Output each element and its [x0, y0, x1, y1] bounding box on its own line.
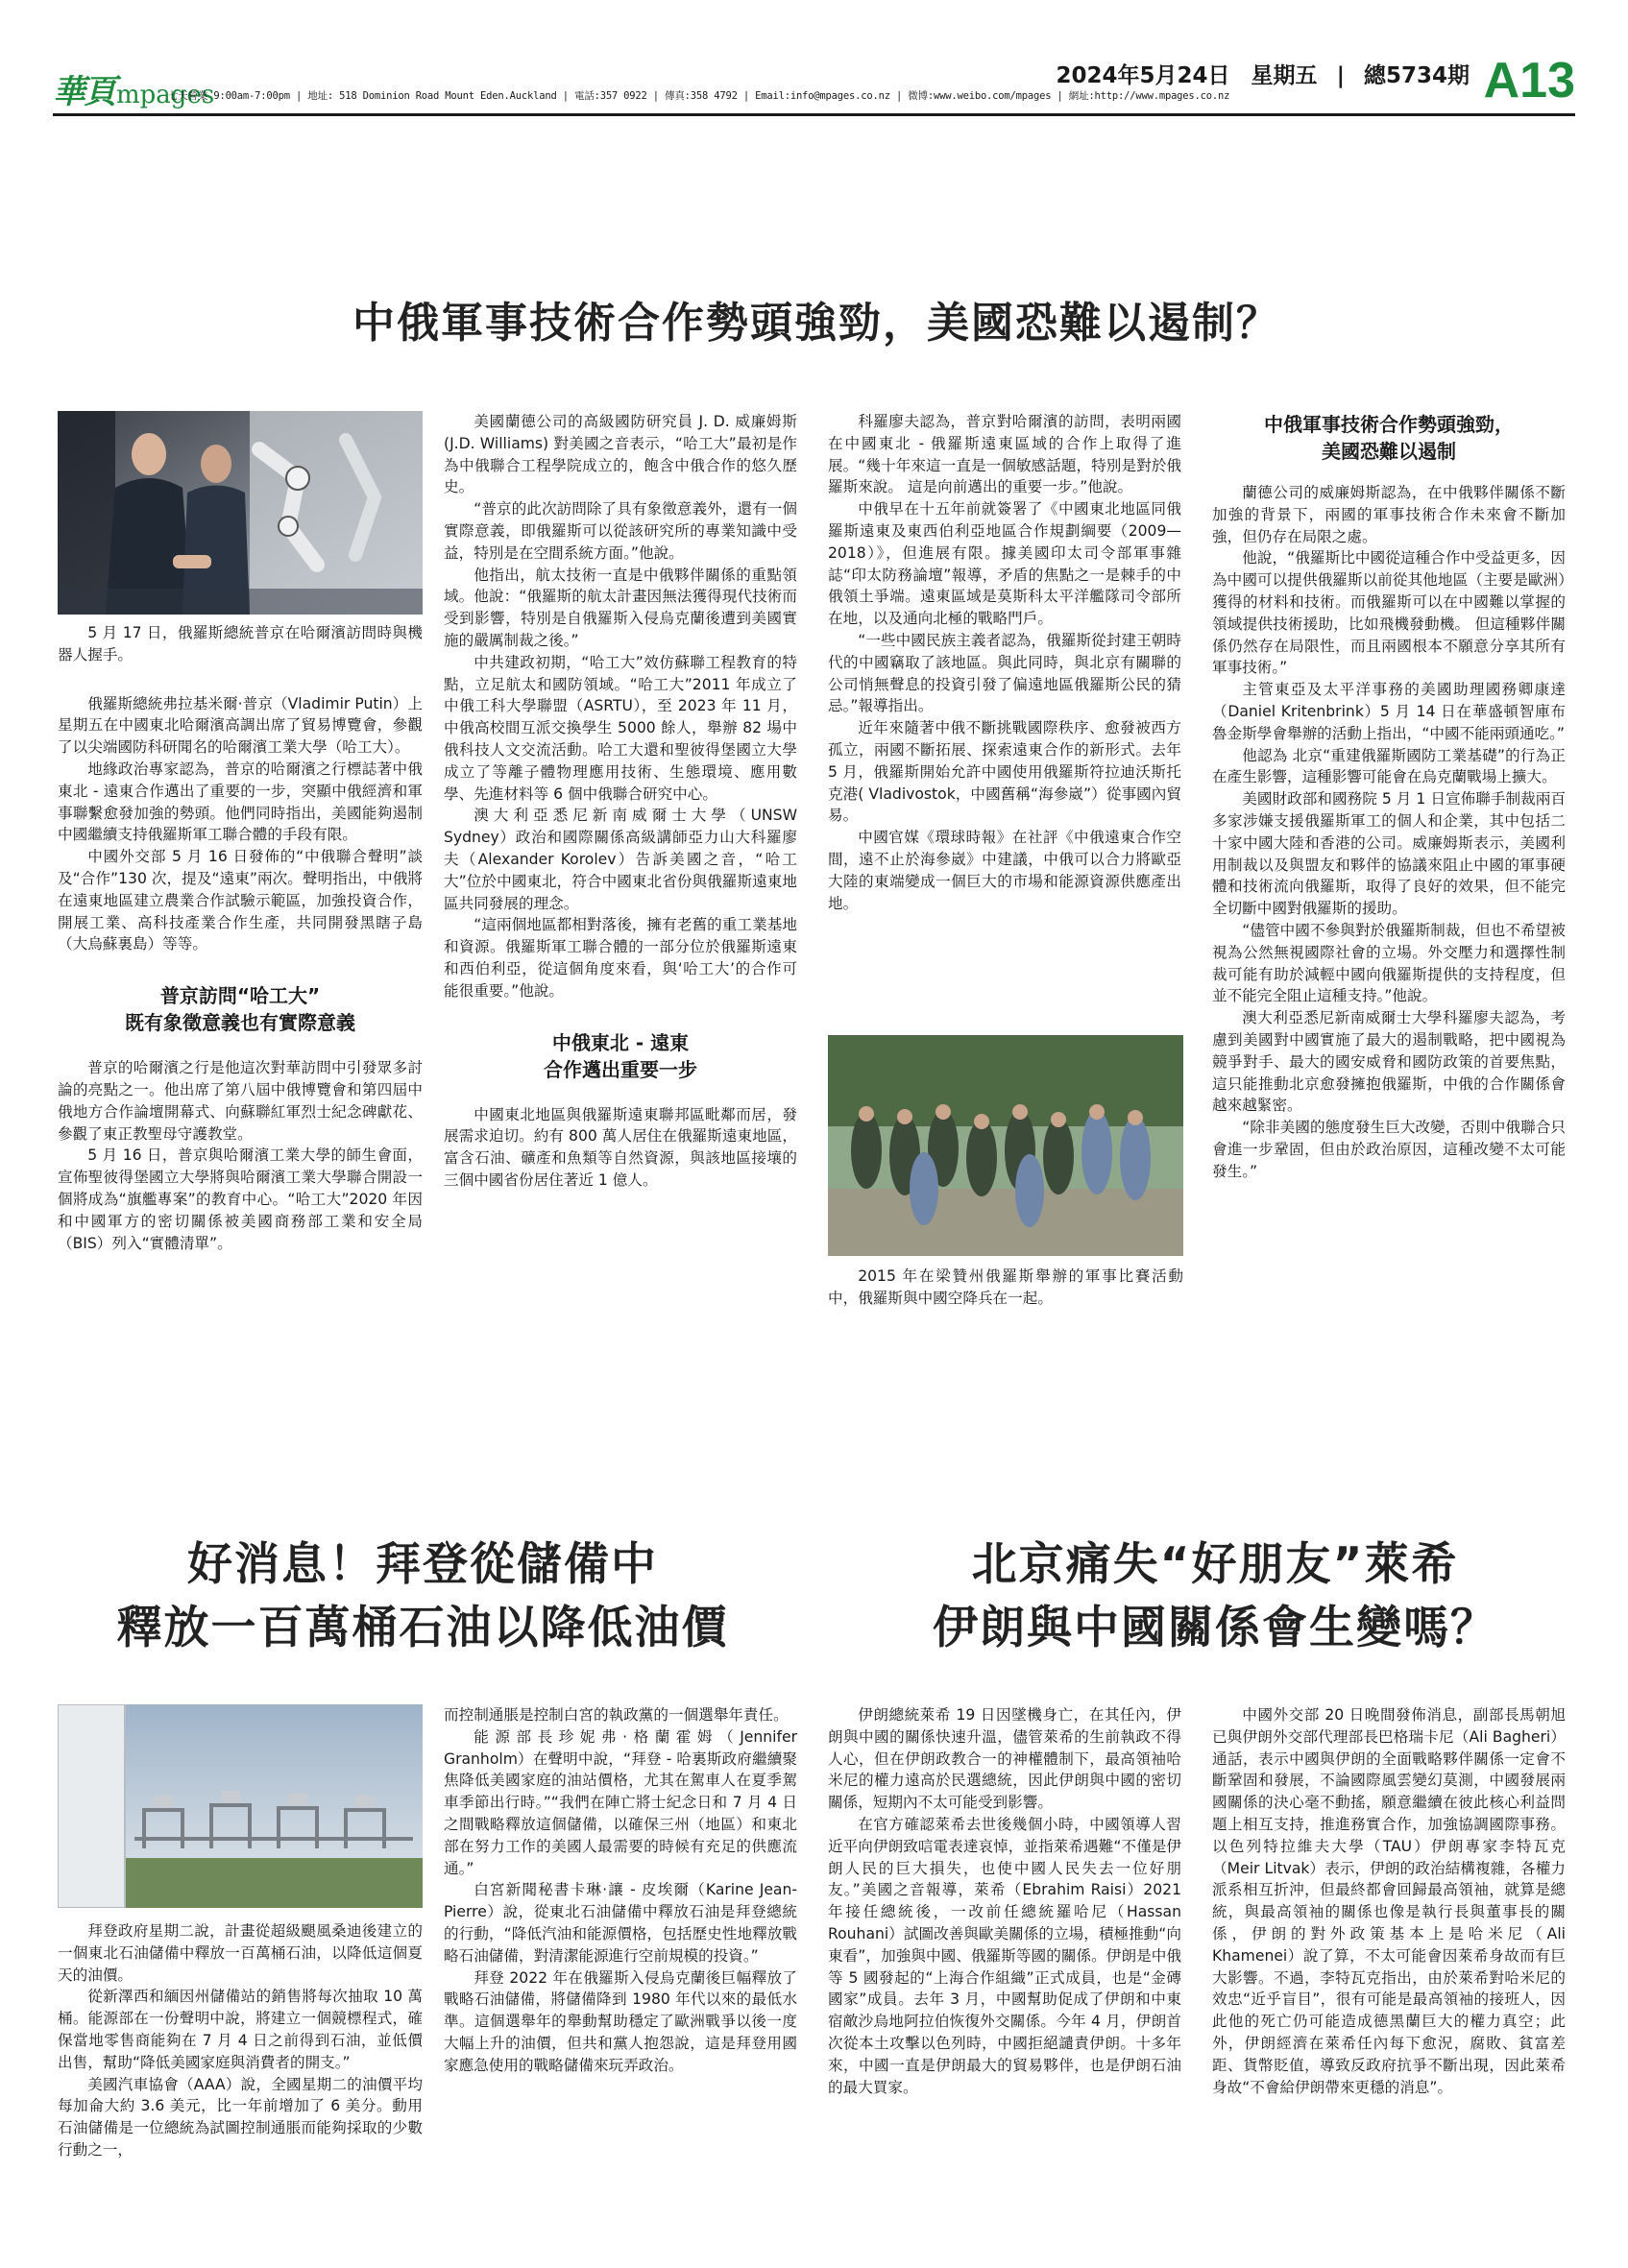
oil-reserve-photo [58, 1704, 423, 1908]
article2-headline: 好消息！拜登從儲備中 釋放一百萬桶石油以降低油價 [116, 1538, 729, 1654]
logo-chinese: 華頁 [53, 73, 114, 111]
paragraph: 伊朗總統萊希 19 日因墜機身亡，在其任內，伊朗與中國的關係快速升溫，儘管萊希的生前執政不得人心，但在伊朗政教合一的神權體制下，最高領袖哈米尼的權力遠高於民選總統，因此伊朗與中國的密切關係，短期內不太可能受到影響。 [828, 1706, 1181, 1812]
subheading-northeast-fareast: 中俄東北 - 遠東 合作邁出重要一步 [544, 1030, 697, 1081]
putin-robot-photo [58, 411, 423, 615]
paragraph: 美國汽車協會（AAA）說，全國星期二的油價平均每加侖大約 3.6 美元，比一年前增加了 6 美分。動用石油儲備是一位總統為試圖控制通脹而能夠採取的少數行動之一， [58, 2075, 423, 2159]
page-header [53, 53, 1575, 116]
issue-number: 總5734期 [1363, 63, 1470, 88]
logo-english: mpages [116, 81, 215, 109]
paragraph: 澳大利亞悉尼新南威爾士大學（UNSW Sydney）政治和國際關係高級講師亞力山大科羅廖夫（Alexander Korolev）告訴美國之音，“哈工大”位於中國東北，符合中國東北省份與俄羅斯遠東地區共同發展的理念。 [444, 807, 797, 912]
paragraph: 在官方確認萊希去世後幾個小時，中國領導人習近平向伊朗致唁電表達哀悼，並指萊希遇難“不僅是伊朗人民的巨大損失，也使中國人民失去一位好朋友。”美國之音報導，萊希（Ebrahim Raisi）2021 年接任總統後，一改前任總統羅哈尼（Hassan Rouhani）試圖改善與歐美關係的立場，積極推動“向東看”，加強與中國、俄羅斯等國的關係。伊朗是中俄等 5 國發起的“上海合作組織”正式成員，也是“金磚國家”成員。去年 3 月，中國幫助促成了伊朗和中東宿敵沙烏地阿拉伯恢復外交關係。今年 4 月，伊朗首次從本土攻擊以色列時，中國拒絕譴責伊朗。十多年來，中國一直是伊朗最大的貿易夥伴，也是伊朗石油的最大買家。 [828, 1815, 1181, 2096]
paragraph: 從新澤西和緬因州儲備站的銷售將每次抽取 10 萬桶。能源部在一份聲明中說，將建立一個競標程式，確保當地零售商能夠在 7 月 4 日之前得到石油，並低價出售，幫助“降低美國家庭與消費者的開支。” [58, 1988, 423, 2071]
paragraph: 而控制通脹是控制白宮的執政黨的一個選舉年責任。 [444, 1706, 789, 1724]
paratroopers-photo [828, 1035, 1183, 1256]
paragraph: 中共建政初期，“哈工大”效仿蘇聯工程教育的特點，立足航太和國防領域。“哈工大”2011 年成立了中俄工科大學聯盟（ASRTU），至 2023 年 11 月，中俄高校間互派交換學生 5000 餘人，舉辦 82 場中俄科技人文交流活動。哈工大還和聖彼得堡國立大學成立了等離子體物理應用技術、生態環境、應用數學、先進材料等 6 個中俄聯合研究中心。 [444, 653, 797, 803]
paragraph: 5 月 16 日，普京與哈爾濱工業大學的師生會面，宣佈聖彼得堡國立大學將與哈爾濱工業大學聯合開設一個將成為“旗艦專案”的教育中心。“哈工大”2020 年因和中國軍方的密切關係被美國商務部工業和安全局（BIS）列入“實體清單”。 [58, 1146, 423, 1252]
issue-weekday: 星期五 [1251, 63, 1318, 88]
article2-column-2 [444, 1704, 797, 2077]
paragraph: 科羅廖夫認為，普京對哈爾濱的訪問，表明兩國在中國東北 - 俄羅斯遠東區域的合作上取得了進展。“幾十年來這一直是一個敏感話題，特別是對於俄羅斯來說。 這是向前邁出的重要一步。”他說。 [828, 413, 1181, 496]
article3-headline: 北京痛失“好朋友”萊希 伊朗與中國關係會生變嗎？ [933, 1538, 1497, 1654]
paragraph: 中國東北地區與俄羅斯遠東聯邦區毗鄰而居，發展需求迫切。約有 800 萬人居住在俄羅斯遠東地區，富含石油、礦產和魚類等自然資源，與該地區接壤的三個中國省份居住著近 1 億人。 [444, 1105, 797, 1189]
page-number: A13 [1483, 53, 1575, 109]
paragraph: 他指出，航太技術一直是中俄夥伴關係的重點領域。他說：“俄羅斯的航太計畫因無法獲得現代技術而受到影響，特別是自俄羅斯入侵烏克蘭後遭到美國實施的嚴厲制裁之後。” [444, 566, 797, 649]
subheading-mil-tech: 中俄軍事技術合作勢頭強勁， 美國恐難以遏制 [1264, 413, 1514, 463]
article3-column-2 [1212, 1704, 1566, 2098]
article1-column-1 [58, 622, 423, 1254]
paragraph: 拜登 2022 年在俄羅斯入侵烏克蘭後巨幅釋放了戰略石油儲備，將儲備降到 1980 年代以來的最低水準。這個選舉年的舉動幫助穩定了歐洲戰爭以後一度大幅上升的油價，但共和黨人抱怨說，這是拜登用國家應急使用的戰略儲備來玩弄政治。 [444, 1968, 797, 2074]
photo2-caption: 2015 年在梁贊州俄羅斯舉辦的軍事比賽活動中，俄羅斯與中國空降兵在一起。 [828, 1267, 1183, 1307]
paragraph: 近年來隨著中俄不斷挑戰國際秩序、愈發被西方孤立，兩國不斷拓展、探索遠東合作的新形式。去年 5 月，俄羅斯開始允許中國使用俄羅斯符拉迪沃斯托克港( Vladivostok，中國舊稱“海參崴”）從事國內貿易。 [828, 719, 1181, 825]
issue-date-line: 2024年5月24日 星期五 | 總5734期 [1056, 63, 1470, 88]
photo2-caption-block [828, 1266, 1183, 1310]
paragraph: “一些中國民族主義者認為，俄羅斯從封建王朝時代的中國竊取了該地區。與此同時，與北京有關聯的公司悄無聲息的投資引發了偏遠地區俄羅斯公民的猜忌。”報導指出。 [828, 631, 1181, 715]
paragraph: 主管東亞及太平洋事務的美國助理國務卿康達（Daniel Kritenbrink）5 月 14 日在華盛頓智庫布魯金斯學會舉辦的活動上指出，“中國不能兩頭通吃。” [1212, 681, 1566, 742]
paragraph: 能源部長珍妮弗·格蘭霍姆（Jennifer Granholm）在聲明中說，“拜登 - 哈裏斯政府繼續聚焦降低美國家庭的油站價格，尤其在駕車人在夏季駕車季節出行時。”“我們在陣亡將士紀念日和 7 月 4 日之間戰略釋放這個儲備，以確保三州（地區）和東北部在努力工作的美國人最需要的時候有充足的供應流通。” [444, 1727, 797, 1877]
paragraph: 中俄早在十五年前就簽署了《中國東北地區同俄羅斯遠東及東西伯利亞地區合作規劃綱要（2009—2018）》，但進展有限。據美國印太司令部軍事雜誌“印太防務論壇”報導，矛盾的焦點之一是棘手的中俄領土爭端。遠東區域是莫斯科太平洋艦隊司令部所在地，以及通向北極的戰略門戶。 [828, 500, 1181, 628]
issue-date: 2024年5月24日 [1056, 63, 1230, 88]
paragraph: 他認為 北京“重建俄羅斯國防工業基礎”的行為正在產生影響，這種影響可能會在烏克蘭戰場上擴大。 [1212, 746, 1566, 786]
paragraph: 中國外交部 20 日晚間發佈消息，副部長馬朝旭已與伊朗外交部代理部長巴格瑞卡尼（Ali Bagheri）通話，表示中國與伊朗的全面戰略夥伴關係一定會不斷鞏固和發展，不論國際風雲變幻莫測，中國發展兩國關係的決心毫不動搖，願意繼續在彼此核心利益問題上相互支持，推進務實合作，加強協調國際事務。以色列特拉維夫大學（TAU）伊朗專家李特瓦克（Meir Litvak）表示，伊朗的政治結構複雜，各權力派系相互折沖，但最終都會回歸最高領袖，就算是總統，與最高領袖的關係也像是執行長與董事長的關係，伊朗的對外政策基本上是哈米尼（Ali Khamenei）說了算，不太可能會因萊希身故而有巨大影響。不過，李特瓦克指出，由於萊希對哈米尼的效忠“近乎盲目”，很有可能是最高領袖的接班人，因此他的死亡仍可能造成德黑蘭巨大的權力真空；此外，伊朗經濟在萊希任內每下愈況，腐敗、貧富差距、貨幣貶值，導致反政府抗爭不斷出現，因此萊希身故“不會給伊朗帶來更穩的消息”。 [1212, 1706, 1566, 2096]
subheading-harbin-visit: 普京訪問“哈工大” 既有象徵意義也有實際意義 [125, 984, 355, 1035]
paragraph: 他說，“俄羅斯比中國從這種合作中受益更多，因為中國可以提供俄羅斯以前從其他地區（主要是歐洲）獲得的材料和技術。而俄羅斯可以在中國難以掌握的領域提供技術援助，比如飛機發動機。 但這種夥伴關係仍然存在局限性，而且兩國根本不願意分享其所有軍事技術。” [1212, 549, 1566, 677]
article3-column-1 [828, 1704, 1181, 2098]
paragraph: 中國外交部 5 月 16 日發佈的“中俄聯合聲明”談及“合作”130 次，提及“遠東”兩次。聲明指出，中俄將在遠東地區建立農業合作試驗示範區，加強投資合作，開展工業、高科技產業合作生產，共同開發黑瞎子島（大烏蘇裏島）等等。 [58, 848, 423, 953]
paragraph: 俄羅斯總統弗拉基米爾·普京（Vladimir Putin）上星期五在中國東北哈爾濱高調出席了貿易博覽會，參觀了以尖端國防科研聞名的哈爾濱工業大學（哈工大）。 [58, 694, 423, 757]
paragraph: 白宮新聞秘書卡琳·讓 - 皮埃爾（Karine Jean-Pierre）說，從東北石油儲備中釋放石油是拜登總統的行動，“降低汽油和能源價格，包括歷史性地釋放戰略石油儲備，對清潔能源進行空前規模的投資。” [444, 1881, 797, 1965]
paragraph: 普京的哈爾濱之行是他這次對華訪問中引發眾多討論的亮點之一。他出席了第八屆中俄博覽會和第四屆中俄地方合作論壇開幕式、向蘇聯紅軍烈士紀念碑獻花、參觀了東正教聖母守護教堂。 [58, 1059, 423, 1143]
paragraph: “這兩個地區都相對落後，擁有老舊的重工業基地和資源。俄羅斯軍工聯合體的一部分位於俄羅斯遠東和西伯利亞，從這個角度來看，與‘哈工大’的合作可能很重要。”他說。 [444, 916, 797, 1000]
photo1-caption: 5 月 17 日，俄羅斯總統普京在哈爾濱訪問時與機器人握手。 [58, 624, 423, 664]
paragraph: 地緣政治專家認為，普京的哈爾濱之行標誌著中俄東北 - 遠東合作邁出了重要的一步，突顯中俄經濟和軍事聯繫愈發加強的勢頭。他們同時指出，美國能夠遏制中國繼續支持俄羅斯軍工聯合體的手段有限。 [58, 760, 423, 844]
article1-column-4 [1212, 411, 1566, 1183]
article2-column-1 [58, 1920, 423, 2161]
paragraph: “普京的此次訪問除了具有象徵意義外，還有一個實際意義，即俄羅斯可以從該研究所的專業知識中受益，特別是在空間系統方面。”他說。 [444, 500, 797, 562]
paragraph: “除非美國的態度發生巨大改變，否則中俄聯合只會進一步鞏固，但由於政治原因，這種改變不太可能發生。” [1212, 1119, 1566, 1180]
paragraph: 美國財政部和國務院 5 月 1 日宣佈聯手制裁兩百多家涉嫌支援俄羅斯軍工的個人和企業，其中包括二十家中國大陸和香港的公司。威廉姆斯表示，美國利用制裁以及與盟友和夥伴的協議來阻止中國的軍事硬體和技術流向俄羅斯，取得了良好的效果，但不能完全切斷中國對俄羅斯的援助。 [1212, 790, 1566, 918]
paragraph: 美國蘭德公司的高級國防研究員 J. D. 威廉姆斯 (J.D. Williams) 對美國之音表示，“哈工大”最初是作為中俄聯合工程學院成立的，飽含中俄合作的悠久歷史。 [444, 413, 797, 496]
paragraph: 蘭德公司的威廉姆斯認為，在中俄夥伴關係不斷加強的背景下，兩國的軍事技術合作未來會不斷加強，但仍存在局限之處。 [1212, 484, 1566, 545]
contact-info: 七天營業 9:00am-7:00pm | 地址: 518 Dominion Road Mount Eden.Auckland | 電話:357 0922 | 傳真:358 4792 | Email:info@mpages.co.nz | 微博:www.weibo.com/mpages | 網址:http://www.mpages.co.nz [168, 90, 1230, 102]
paragraph: 拜登政府星期二說，計畫從超級颶風桑迪後建立的一個東北石油儲備中釋放一百萬桶石油，以降低這個夏天的油價。 [58, 1922, 423, 1984]
paragraph: “儘管中國不參與對於俄羅斯制裁，但也不希望被視為公然無視國際社會的立場。外交壓力和選擇性制裁可能有助於減輕中國向俄羅斯提供的支持程度，但並不能完全阻止這種支持。”他說。 [1212, 921, 1566, 1005]
article1-column-3 [828, 411, 1181, 914]
article1-column-2 [444, 411, 797, 1192]
article1-headline: 中俄軍事技術合作勢頭強勁，美國恐難以遏制？ [352, 299, 1280, 348]
paragraph: 中國官媒《環球時報》在社評《中俄遠東合作空間，遠不止於海參崴》中建議，中俄可以合力將歐亞大陸的東端變成一個巨大的市場和能源資源供應產出地。 [828, 829, 1181, 912]
paragraph: 澳大利亞悉尼新南威爾士大學科羅廖夫認為，考慮到美國對中國實施了最大的遏制戰略，把中國視為競爭對手、最大的國安威脅和國防政策的首要焦點，這只能推動北京愈發擁抱俄羅斯，中俄的合作關係會越來越緊密。 [1212, 1009, 1566, 1115]
